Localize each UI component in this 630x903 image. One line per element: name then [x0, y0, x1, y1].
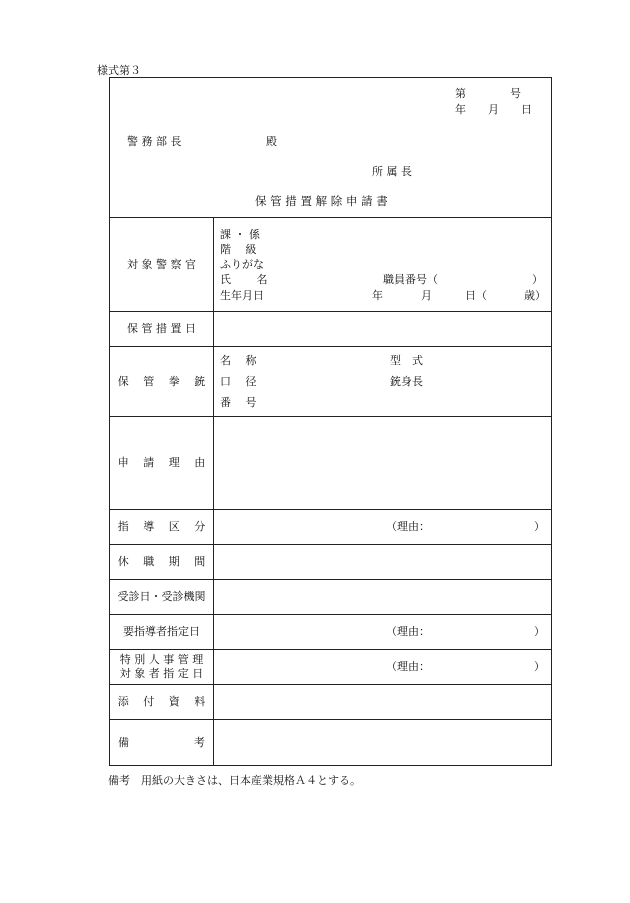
sender: 所 属 長 — [372, 165, 412, 178]
label-leave-period: 休 職 期 間 — [117, 555, 206, 569]
form-title: 保 管 措 置 解 除 申 請 書 — [255, 194, 388, 208]
label-target-officer: 対 象 警 察 官 — [127, 257, 196, 271]
officer-furigana-field[interactable]: ふりがな — [220, 258, 264, 271]
label-guidance-designation-date: 要指導者指定日 — [123, 625, 200, 639]
form-number: 様式第３ — [97, 64, 141, 77]
gun-serial-field[interactable]: 番 号 — [220, 396, 257, 409]
officer-dept-field[interactable]: 課 ・ 係 — [220, 228, 260, 241]
designation-reason-close: ） — [534, 625, 545, 638]
staff-number-close: ） — [532, 273, 543, 286]
special-reason-close: ） — [534, 660, 545, 673]
honorific: 殿 — [266, 135, 277, 148]
label-stored-pistol: 保 管 拳 銃 — [117, 374, 206, 388]
officer-staff-number[interactable]: 職員番号（ — [383, 273, 438, 286]
officer-birthdate-field[interactable]: 生年月日 — [220, 289, 264, 302]
special-reason-field[interactable]: （理由： — [386, 660, 430, 673]
label-application-reason: 申 請 理 由 — [117, 456, 206, 470]
column-divider — [213, 217, 214, 766]
birth-year-label: 年 — [372, 289, 383, 302]
document-date: 年 月 日 — [455, 103, 532, 116]
label-special-personnel-date: 特 別 人 事 管 理 対 象 者 指 定 日 — [119, 653, 204, 680]
guidance-reason-close: ） — [534, 520, 545, 533]
guidance-reason-field[interactable]: （理由： — [386, 520, 430, 533]
gun-model-field[interactable]: 型 式 — [390, 354, 423, 367]
gun-caliber-field[interactable]: 口 径 — [220, 375, 257, 388]
label-guidance-category: 指 導 区 分 — [117, 520, 206, 534]
label-remarks: 備 考 — [118, 736, 205, 750]
officer-rank-field[interactable]: 階 級 — [220, 243, 257, 256]
birth-month-label: 月 — [421, 289, 432, 302]
gun-name-field[interactable]: 名 称 — [220, 354, 257, 367]
label-attachments: 添 付 資 料 — [117, 695, 206, 709]
designation-reason-field[interactable]: （理由： — [386, 625, 430, 638]
age-label: 歳） — [524, 289, 546, 302]
label-consultation: 受診日・受診機関 — [117, 590, 206, 604]
label-custody-date: 保 管 措 置 日 — [127, 322, 196, 336]
document-number: 第 号 — [455, 87, 521, 100]
footnote: 備考 用紙の大きさは、日本産業規格Ａ４とする。 — [108, 774, 361, 787]
officer-name-field[interactable]: 氏 名 — [220, 273, 268, 286]
gun-barrel-field[interactable]: 銃身長 — [390, 375, 423, 388]
addressee: 警 務 部 長 — [127, 135, 182, 148]
birth-day-label: 日（ — [465, 289, 487, 302]
